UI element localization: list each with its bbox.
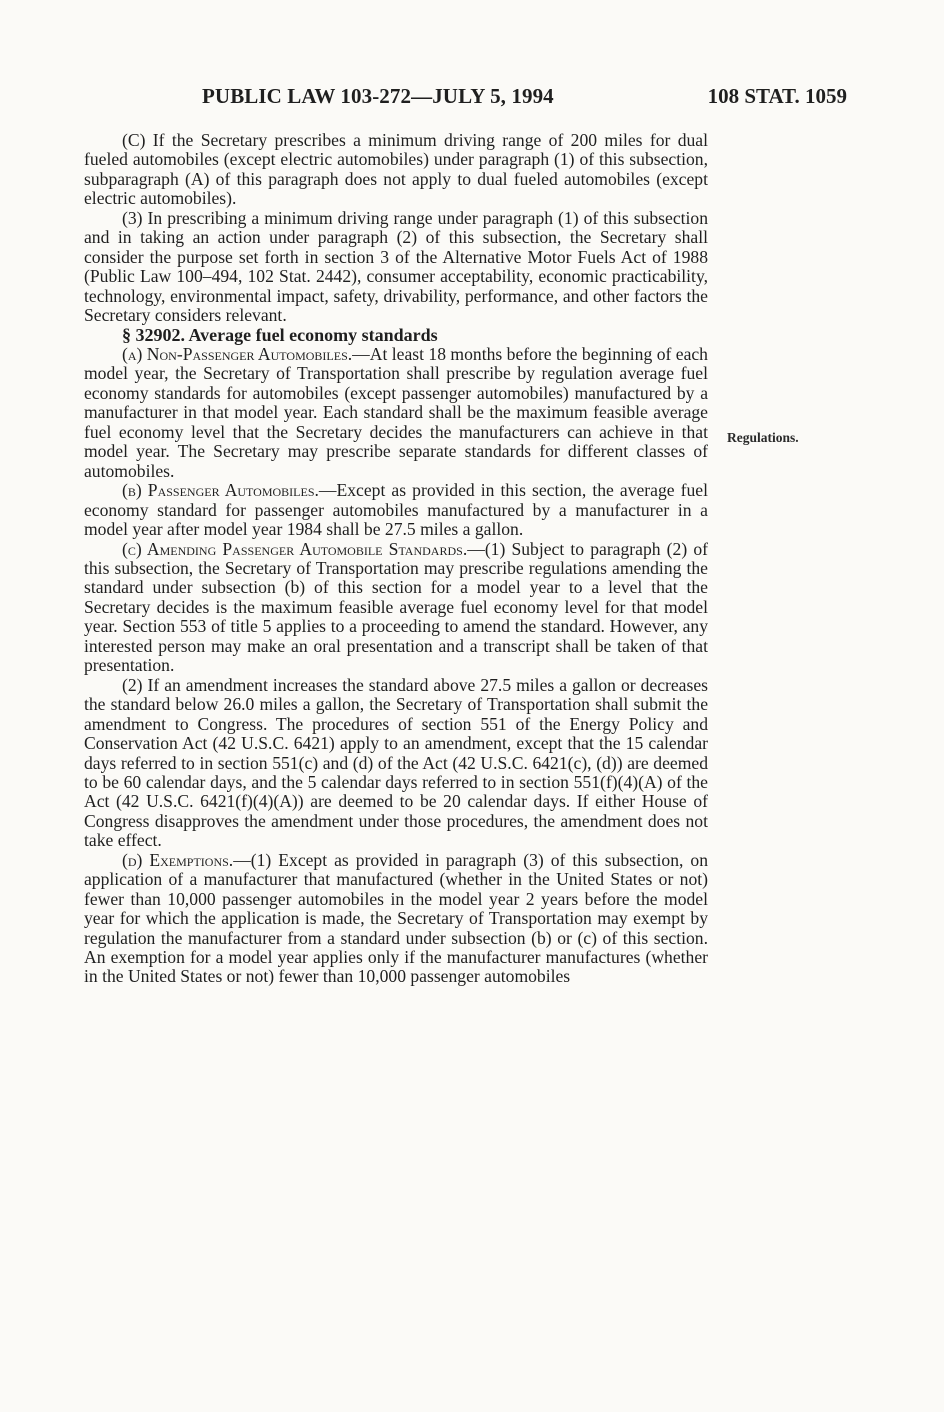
paragraph-c: (C) If the Secretary prescribes a minimum driving range of 200 miles for dual fueled automobiles (except electric automobiles) under paragraph (1) of this subsection, subparagraph (A) of this paragraph does not apply to dual fueled automobiles (except electric automobiles). bbox=[84, 130, 708, 209]
page-header bbox=[0, 84, 944, 114]
subsection-d-text: —(1) Except as provided in paragraph (3) of this subsection, on application of a manufacturer that manufactured (whether in the United States or not) fewer than 10,000 passenger automobiles in the model year 2 years before the model year for which the application is made, the Secretary of Transportation may exempt by regulation the manufacturer from a standard under subsection (b) or (c) of this section. An exemption for a model year applies only if the manufacturer manufactures (whether in the United States or not) fewer than 10,000 passenger automobiles bbox=[84, 849, 708, 987]
subsection-c bbox=[84, 540, 708, 676]
subsection-d-label: (d) Exemptions. bbox=[122, 849, 234, 870]
running-head-title: PUBLIC LAW 103-272—JULY 5, 1994 bbox=[202, 84, 554, 108]
section-heading: § 32902. Average fuel economy standards bbox=[122, 324, 438, 345]
subsection-c-paragraph-2: (2) If an amendment increases the standard above 27.5 miles a gallon or decreases the standard below 26.0 miles a gallon, the Secretary of Transportation shall submit the amendment to Congress. The procedures of section 551 of the Energy Policy and Conservation Act (42 U.S.C. 6421) apply to an amendment, except that the 15 calendar days referred to in section 551(c) and (d) of the Act (42 U.S.C. 6421(c), (d)) are deemed to be 60 calendar days, and the 5 calendar days referred to in section 551(f)(4)(A) of the Act (42 U.S.C. 6421(f)(4)(A)) are deemed to be 20 calendar days. If either House of Congress disapproves the amendment under those procedures, the amendment does not take effect. bbox=[84, 674, 708, 851]
subsection-b bbox=[84, 481, 708, 539]
margin-note-regulations: Regulations. bbox=[727, 430, 799, 445]
subsection-c-text: —(1) Subject to paragraph (2) of this subsection, the Secretary of Transportation may prescribe regulations amending the standard under subsection (b) of this section for a model year to a level that the Secretary decides is the maximum feasible average fuel economy level for that model year. Section 553 of title 5 applies to a proceeding to amend the standard. However, any interested person may make an oral presentation and a transcript shall be taken of that presentation. bbox=[84, 538, 708, 676]
subsection-c-label: (c) Amending Passenger Automobile Standards. bbox=[122, 538, 468, 559]
subsection-a bbox=[84, 345, 708, 481]
subsection-b-text: —Except as provided in this section, the average fuel economy standard for passenger automobiles manufactured by a manufacturer in a model year after model year 1984 shall be 27.5 miles a gallon. bbox=[84, 480, 709, 540]
subsection-a-label: (a) Non-Passenger Automobiles. bbox=[122, 343, 353, 364]
statute-page-reference: 108 STAT. 1059 bbox=[707, 84, 847, 108]
subsection-d bbox=[84, 851, 708, 987]
paragraph-3: (3) In prescribing a minimum driving range under paragraph (1) of this subsection and in taking an action under paragraph (2) of this subsection, the Secretary shall consider the purpose set forth in section 3 of the Alternative Motor Fuels Act of 1988 (Public Law 100–494, 102 Stat. 2442), consumer acceptability, economic practicability, technology, environmental impact, safety, drivability, performance, and other factors the Secretary considers relevant. bbox=[84, 207, 708, 326]
body-text bbox=[84, 131, 708, 987]
subsection-a-text: —At least 18 months before the beginning of each model year, the Secretary of Transportation shall prescribe by regulation average fuel economy standards for automobiles (except passenger automobiles) manufactured by a manufacturer in that model year. Each standard shall be the maximum feasible average fuel economy level that the Secretary decides the manufacturers can achieve in that model year. The Secretary may prescribe separate standards for different classes of automobiles. bbox=[84, 343, 708, 481]
subsection-b-label: (b) Passenger Automobiles. bbox=[122, 480, 319, 501]
